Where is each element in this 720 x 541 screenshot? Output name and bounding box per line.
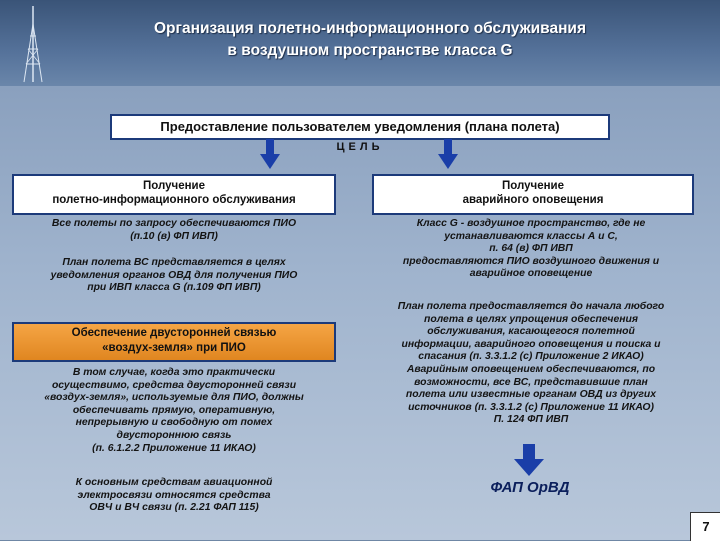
- text-line: В том случае, когда это практически: [72, 367, 276, 378]
- text-line: обслуживания, касающегося полетной: [427, 326, 635, 338]
- text-line: Все полеты по запросу обеспечиваются ПИО: [51, 218, 297, 229]
- comm-box-line-2: «воздух-земля» при ПИО: [102, 342, 246, 354]
- fis-goal-line-1: Получение: [142, 180, 206, 192]
- goal-label: ЦЕЛЬ: [336, 141, 384, 153]
- fis-goal-line-2: полетно-информационного обслуживания: [52, 194, 296, 206]
- text-line: Класс G - воздушное пространство, где не: [416, 218, 646, 229]
- text-line: аварийное оповещение: [469, 268, 593, 280]
- alerting-goal-line-1: Получение: [501, 180, 565, 192]
- text-line: П. 124 ФП ИВП: [493, 414, 569, 426]
- fap-orvd-label: ФАП ОрВД: [490, 479, 570, 496]
- text-line: источников (п. 3.3.1.2 (c) Приложение 11 ИКАО): [408, 401, 654, 413]
- text-line: п. 64 (в) ФП ИВП: [489, 243, 573, 255]
- page-number: 7: [690, 512, 720, 541]
- left-text-block-4: [14, 477, 334, 515]
- text-line: информации, аварийного оповещения и поиска и: [401, 338, 661, 350]
- text-line: двустороннюю связь: [116, 429, 232, 441]
- text-line: непрерывную и свободную от помех: [75, 417, 273, 429]
- left-text-block-3: [14, 367, 334, 455]
- alerting-goal-line-2: аварийного оповещения: [462, 194, 604, 206]
- text-line: Аварийным оповещением обеспечиваются, по: [406, 363, 656, 375]
- text-line: полета в целях упрощения обеспечения: [424, 313, 638, 325]
- text-line: «воздух-земля», используемые для ПИО, должны: [44, 392, 304, 404]
- down-arrow-icon: [260, 139, 280, 169]
- air-ground-comm-box: [12, 322, 336, 362]
- text-line: обеспечивать прямую, оперативную,: [72, 404, 276, 416]
- page-title: [70, 18, 670, 62]
- text-line: электросвязи относятся средства: [77, 489, 271, 501]
- right-text-block-1: [372, 218, 690, 281]
- text-line: План полета предоставляется до начала любого: [397, 301, 665, 312]
- header-banner: [0, 0, 720, 86]
- text-line: предоставляются ПИО воздушного движения и: [402, 255, 660, 267]
- text-line: План полета ВС представляется в целях: [62, 257, 286, 268]
- flight-plan-box: Предоставление пользователем уведомления (плана полета): [110, 114, 610, 140]
- fis-goal-box: [12, 174, 336, 215]
- comm-box-line-1: Обеспечение двусторонней связью: [71, 327, 277, 339]
- text-line: устанавливаются классы А и С,: [444, 230, 618, 242]
- text-line: ОВЧ и ВЧ связи (п. 2.21 ФАП 115): [89, 502, 259, 514]
- text-line: (п. 6.1.2.2 Приложение 11 ИКАО): [92, 442, 256, 454]
- text-line: при ИВП класса G (п.109 ФП ИВП): [87, 282, 261, 294]
- text-line: спасания (п. 3.3.1.2 (c) Приложение 2 ИКАО): [418, 351, 644, 363]
- text-line: (п.10 (в) ФП ИВП): [130, 230, 218, 242]
- text-line: полета или известные органам ОВД из других: [405, 389, 657, 401]
- down-arrow-icon: [438, 139, 458, 169]
- left-text-block-2: [14, 257, 334, 295]
- down-arrow-icon: [514, 444, 544, 476]
- title-line-2: в воздушном пространстве класса G: [227, 42, 513, 59]
- text-line: осуществимо, средства двусторонней связи: [51, 379, 297, 391]
- text-line: уведомления органов ОВД для получения ПИО: [50, 269, 298, 281]
- radio-tower-icon: [18, 4, 48, 84]
- text-line: К основным средствам авиационной: [75, 477, 273, 488]
- right-text-block-2: [372, 301, 690, 427]
- left-text-block-1: [14, 218, 334, 243]
- alerting-goal-box: [372, 174, 694, 215]
- text-line: возможности, все ВС, представившие план: [414, 376, 648, 388]
- title-line-1: Организация полетно-информационного обслуживания: [153, 20, 587, 37]
